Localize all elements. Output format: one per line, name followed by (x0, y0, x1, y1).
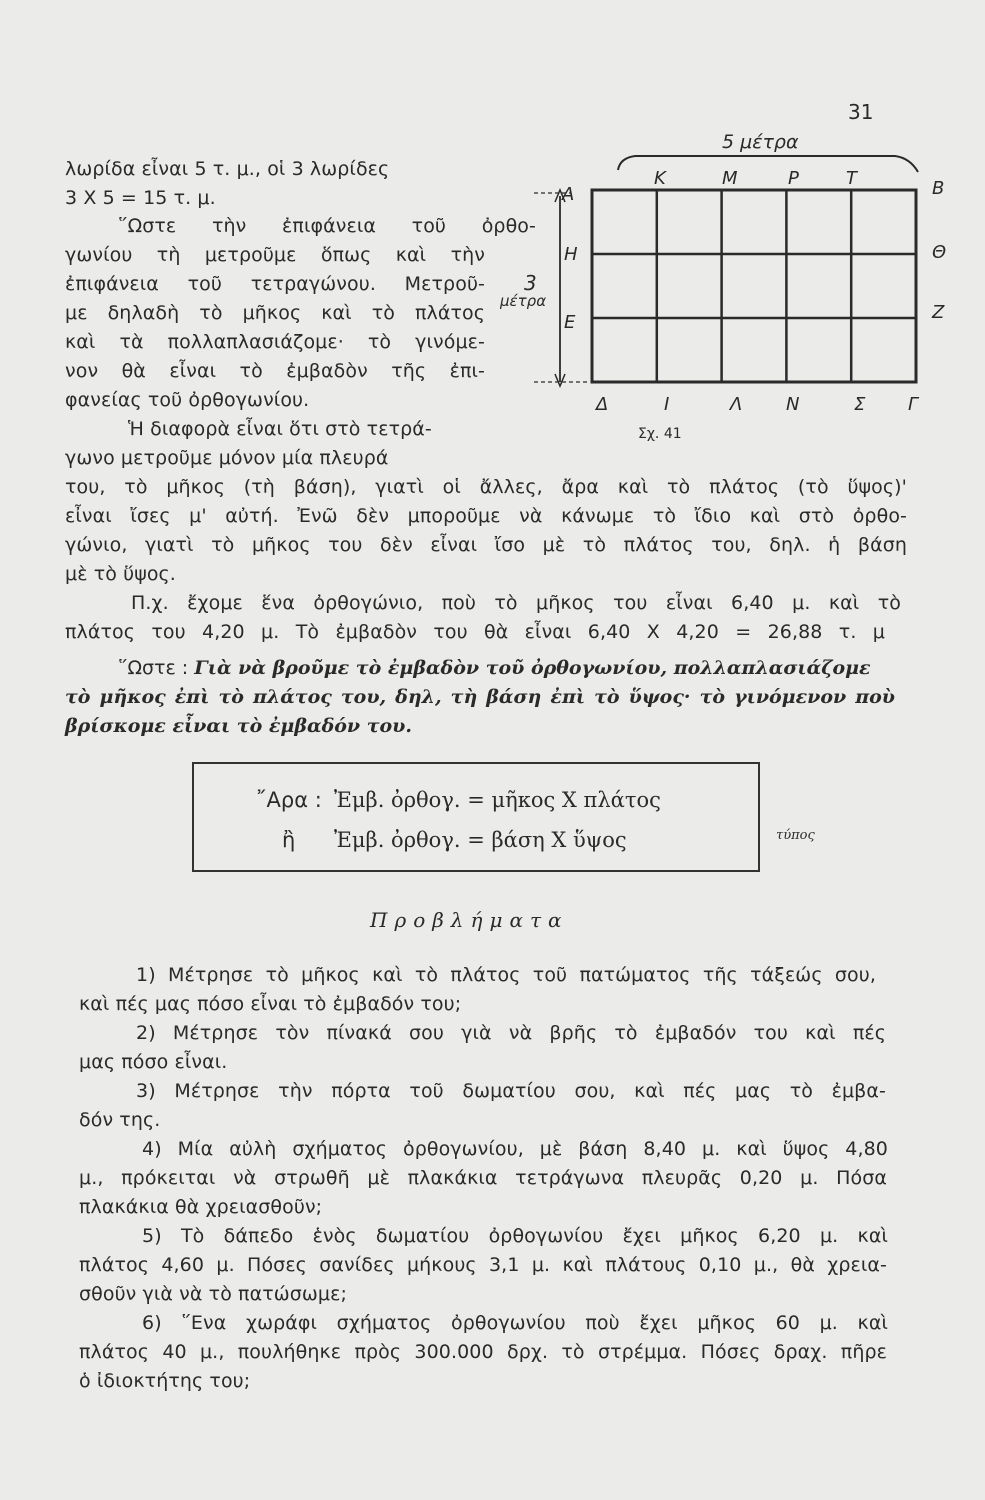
formula-line-2-prefix: ἢ (282, 828, 296, 852)
top-dimension-label: 5 μέτρα (722, 131, 799, 153)
vertex-label-d: Δ (596, 394, 609, 415)
text-line: καὶ τὰ πολλαπλασιάζομε· τὸ γινόμε- (65, 331, 485, 353)
page-number: 31 (848, 100, 874, 124)
problem-line: μας πόσο εἶναι. (79, 1051, 228, 1073)
vertex-label-s: Σ (854, 394, 866, 415)
vertex-label-m: Μ (722, 168, 738, 189)
problem-line: δόν της. (79, 1109, 161, 1131)
text-line: ῞Ωστε τὴν ἐπιφάνεια τοῦ ὀρθο- (118, 215, 536, 237)
formula-side-label: τύπος (776, 828, 815, 843)
text-line: νον θὰ εἶναι τὸ ἐμβαδὸν τῆς ἐπι- (65, 360, 485, 382)
rule-text: τὸ μῆκος ἐπὶ τὸ πλάτος του, δηλ, τὴ βάση ἐπὶ τὸ ὕψος· τὸ γινόμενον ποὺ (65, 686, 895, 708)
figure-caption: Σχ. 41 (638, 426, 682, 442)
text-line: με δηλαδὴ τὸ μῆκος καὶ τὸ πλάτος (65, 302, 485, 324)
text-line: 3 X 5 = 15 τ. μ. (65, 187, 216, 209)
rectangle-grid-figure (500, 120, 950, 450)
vertex-label-h: Η (564, 244, 578, 265)
problem-line: μ., πρόκειται νὰ στρωθῆ μὲ πλακάκια τετράγωνα πλευρᾶς 0,20 μ. Πόσα (79, 1167, 887, 1189)
vertex-label-l: Λ (730, 394, 743, 415)
grid-lines (592, 190, 916, 382)
text-line: γωνίου τὴ μετροῦμε ὅπως καὶ τὴν (65, 244, 485, 266)
vertex-label-i: Ι (664, 394, 670, 415)
formula-line-1: Ἐμβ. ὀρθογ. = μῆκος X πλάτος (334, 788, 661, 812)
problem-line: σθοῦν γιὰ νὰ τὸ πατώσωμε; (79, 1283, 347, 1305)
problem-line: ὁ ἰδιοκτήτης του; (79, 1370, 251, 1392)
problem-line: καὶ πές μας πόσο εἶναι τὸ ἐμβαδόν του; (79, 993, 462, 1015)
left-dimension-value: 3 (524, 271, 537, 295)
problem-line: 2) Μέτρησε τὸν πίνακά σου γιὰ νὰ βρῆς τὸ ἐμβαδόν του καὶ πές (136, 1022, 886, 1044)
text-line: ἐπιφάνεια τοῦ τετραγώνου. Μετροῦ- (65, 273, 485, 295)
text-line: λωρίδα εἶναι 5 τ. μ., οἱ 3 λωρίδες (65, 158, 390, 180)
problem-line: πλάτος 40 μ., πουλήθηκε πρὸς 300.000 δρχ. τὸ στρέμμα. Πόσες δραχ. πῆρε (79, 1341, 887, 1363)
vertex-label-a: Α (562, 184, 575, 205)
text-line: Ἡ διαφορὰ εἶναι ὅτι στὸ τετρά- (128, 418, 432, 440)
vertex-label-n: Ν (786, 394, 800, 415)
text-line: του, τὸ μῆκος (τὴ βάση), γιατὶ οἱ ἄλλες, ἄρα καὶ τὸ πλάτος (τὸ ὕψος)' (65, 476, 907, 498)
rule-prefix: ῞Ωστε : (118, 657, 195, 679)
rule-line-3 (65, 713, 412, 739)
text-line: εἶναι ἴσες μ' αὐτή. Ἐνῶ δὲν μποροῦμε νὰ κάνωμε τὸ ἴδιο καὶ στὸ ὀρθο- (65, 505, 907, 527)
grid-outline (592, 190, 916, 382)
text-line: μὲ τὸ ὕψος. (65, 563, 176, 585)
formula-box (192, 762, 760, 872)
formula-line-2: Ἐμβ. ὀρθογ. = βάση X ὕψος (334, 828, 627, 852)
text-line: γώνιο, γιατὶ τὸ μῆκος του δὲν εἶναι ἴσο μὲ τὸ πλάτος του, δηλ. ἡ βάση (65, 534, 907, 556)
vertex-label-g: Γ (908, 394, 919, 415)
text-line: Π.χ. ἔχομε ἕνα ὀρθογώνιο, ποὺ τὸ μῆκος του εἶναι 6,40 μ. καὶ τὸ (131, 592, 901, 614)
rule-text: βρίσκομε εἶναι τὸ ἐμβαδόν του. (65, 715, 412, 737)
vertex-label-b: Β (932, 178, 945, 199)
problem-line: 4) Μία αὐλὴ σχήματος ὀρθογωνίου, μὲ βάση 8,40 μ. καὶ ὕψος 4,80 (142, 1138, 888, 1160)
rule-line-1 (118, 655, 898, 681)
rule-line-2 (65, 684, 895, 710)
problem-line: 3) Μέτρησε τὴν πόρτα τοῦ δωματίου σου, καὶ πές μας τὸ ἐμβα- (136, 1080, 886, 1102)
vertex-label-z: Ζ (932, 302, 945, 323)
rule-text: Γιὰ νὰ βροῦμε τὸ ἐμβαδὸν τοῦ ὀρθογωνίου, πολλαπλασιάζομε (194, 657, 871, 679)
text-line: πλάτος του 4,20 μ. Τὸ ἐμβαδὸν του θὰ εἶναι 6,40 X 4,20 = 26,88 τ. μ (65, 621, 885, 643)
vertex-label-th: Θ (932, 242, 947, 263)
problem-line: 1) Μέτρησε τὸ μῆκος καὶ τὸ πλάτος τοῦ πατώματος τῆς τάξεώς σου, (136, 964, 876, 986)
text-line: φανείας τοῦ ὀρθογωνίου. (65, 389, 310, 411)
problem-line: 5) Τὸ δάπεδο ἑνὸς δωματίου ὀρθογωνίου ἔχει μῆκος 6,20 μ. καὶ (142, 1225, 888, 1247)
formula-line-1-prefix: ῎Αρα : (256, 788, 322, 812)
left-dimension-unit: μέτρα (500, 292, 547, 310)
text-line: γωνο μετροῦμε μόνον μία πλευρά (65, 447, 389, 469)
vertex-label-t: Τ (846, 168, 857, 189)
vertex-label-e: Ε (564, 312, 576, 333)
problems-heading: Προβλήματα (370, 908, 569, 932)
vertex-label-r: Ρ (788, 168, 799, 189)
vertex-label-k: Κ (654, 168, 666, 189)
problem-line: πλακάκια θὰ χρειασθοῦν; (79, 1196, 323, 1218)
problem-line: 6) ῞Ενα χωράφι σχήματος ὀρθογωνίου ποὺ ἔχει μῆκος 60 μ. καὶ (142, 1312, 888, 1334)
problem-line: πλάτος 4,60 μ. Πόσες σανίδες μήκους 3,1 μ. καὶ πλάτους 0,10 μ., θὰ χρεια- (79, 1254, 887, 1276)
